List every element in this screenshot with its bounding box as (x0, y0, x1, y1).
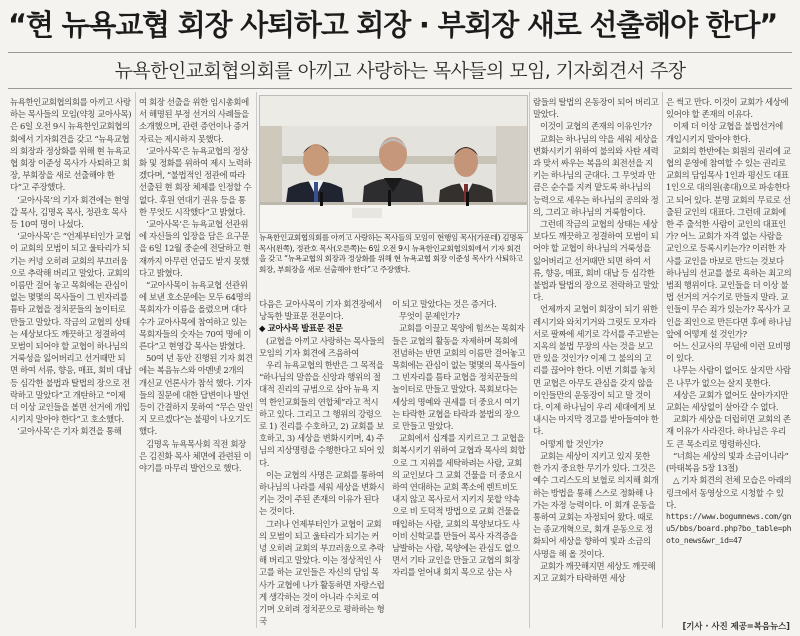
paragraph: 우리 뉴욕교협의 한반은 그 목적을 “하나님의 말씀을 신앙과 행위의 절대적 진리의 규범으로 삼아 뉴욕 지역 한인교회들의 연합체”라고 적시하고 있다. 그리고 그 행위의 강령으로 1) 진리를 수호하고, 2) 교회를 보호하고, 3) 세상을 변화시키며, 4) 주님의 지상명령을 수행한다고 되어 있다. (259, 360, 385, 468)
paragraph: ‘교아사목’은 뉴욕교협 선관위에 자신들의 입장을 담은 요구문을 6일 12월 중순에 전달하고 현재까지 아무런 언급도 받지 못했다고 밝혔다. (139, 219, 251, 278)
paragraph: 이것이 교협의 존재의 이유인가? (540, 121, 652, 132)
paragraph: 김명옥 뉴욕목사회 직전 회장은 김진화 목사 체면에 관련된 이야기를 마무리 발언으로 했다. (139, 438, 252, 474)
paragraph: ‘교아사목’의 기자 회견에는 현영갑 목사, 김명옥 목사, 정관호 목사 등 10여 명이 나섰다. (10, 194, 130, 230)
divider (8, 52, 792, 53)
paragraph: ‘교아사목’은 뉴욕교협의 정상화 및 정화를 위하여 제시 노력하겠다며, “불법적인 정관에 따라 선출된 현 회장 체제를 인정할 수 없다. 후원 연대기 권유 등을 통한 무엇도 시작했다”고 밝혔다. (139, 145, 252, 217)
paragraph: 세상은 교회가 없어도 살아가지만 교회는 세상없이 살아갈 수 없다. (666, 389, 789, 413)
paragraph: 여 회장 선출을 위한 임시총회에서 해명된 부정 선거의 사례들을 소개했으며, 관련 증언이나 증거 자료는 제시하지 못했다. (139, 97, 249, 144)
headline: “현 뉴욕교협 회장 사퇴하고 회장 · 부회장 새로 선출해야 한다” (8, 8, 778, 42)
paragraph: 교회를 이끌고 목양에 힘쓰는 목회자들은 교협의 활동을 자제하며 목회에 전념하는 반면 교회의 이름만 걸어놓고 목회에는 관심이 없는 몇몇의 목사들이 그 빈자리를 틈타 교협을 정치꾼들의 놀이터로 만들고 말았다. 목회보다는 세상의 명예와 권세를 더 중요시 여기는 타락한 교협을 타락과 불법의 장으로 만들고 말았다. (392, 323, 526, 432)
article-column-5 (533, 96, 659, 626)
paragraph: ‘교아사목’은 기자 회견을 통해 (17, 426, 122, 437)
paragraph: 이제 더 이상 교협을 불법선거에 개입시키지 말아야 한다. (666, 121, 783, 144)
divider (8, 88, 792, 89)
photo-caption: 뉴욕한인교회협의회를 아끼고 사랑하는 목사들의 모임이 현행임 목사(가운데) 김명옥 목사(왼쪽), 정관호 목사(오른쪽)는 6일 오전 9시 뉴욕한인교회협의회에서 기자 회견을 갖고 “뉴욕교협의 회장과 정상화를 위해 현 뉴욕교협 회장 이준성 목사가 사퇴하고 회장, 부회장을 새로 선출해야 한다”고 주장했다. (259, 233, 524, 274)
article-column-4 (392, 298, 526, 626)
paragraph: 나무는 사람이 없어도 살지만 사람은 나무가 없으는 살지 못한다. (666, 365, 791, 388)
paragraph: ‘교아사목’은 “언제부터인가 교협이 교회의 모범이 되고 울타리가 되기는 커녕 오히려 교회의 부끄러움으로 추락해 버리고 말았다. 교회의 이름만 걸어 놓고 목회에는 관심이 없는 몇몇의 목사들이 그 빈자리를 틈타 교협을 정치꾼들의 놀이터로 만들고 말았다. 작금의 교협의 상태는 세상보다도 깨끗하고 정결하여 모범이 되어야 할 교협이 하나님의 거룩성을 잃어버리고 선거때만 되면 하여 서류, 향응, 매표, 회비 대납 등 심각한 불법과 탈법의 장으로 전락하고 말았다”고 개탄하고 “이제 더 이상 교인들을 볼면 선거에 개입시키지 말아야 한다”고 호소했다. (10, 231, 132, 425)
paragraph: 언제까지 교협이 회장이 되기 위한 레시기와 와치기거와 그릿도 모자라 서로 팔짜에 세기로 각서를 주고받는 지옥의 불법 무장의 사는 것을 보고만 있을 것인가? 이제 그 불의의 고리를 끊어야 한다. 이번 기회를 놓치면 교협은 아무도 관심을 갖지 않을 이인들만의 운동장이 되고 말 것이다. 이제 하나님이 우리 세대에게 보내시는 마지막 경고를 받아들여야 한다. (533, 304, 659, 437)
article-column-6 (666, 96, 792, 616)
video-link[interactable]: https://www.bogumnews.com/gnu5/bbs/board.php?bo_table=photo_news&wr_id=47 (666, 511, 792, 546)
paragraph: 그런데 작금의 교협의 상태는 세상보다도 깨끗하고 정결하여 모범이 되어야 할 교협이 하나님의 거룩성을 잃어버리고 선거때만 되면 하여 서류, 향응, 매표, 회비 대납 등 심각한 불법과 탈법의 장으로 전락하고 말았다. (533, 219, 659, 303)
paragraph: 람들의 탈법의 온동장이 되어 버리고 말았다. (533, 97, 659, 120)
paragraph: 어떻게 할 것인가? (540, 438, 603, 449)
paragraph: 은 썩고 만다. 이것이 교회가 세상에 있어야 할 존재의 이유다. (666, 97, 789, 120)
column-divider (256, 92, 257, 628)
subheadline: 뉴욕한인교회협의회를 아끼고 사랑하는 목사들의 모임, 기자회견서 주장 (114, 60, 686, 82)
paragraph: 교회의 한반에는 회원의 권리에 교협의 운영에 참여할 수 있는 권리로 교회의 담임목사 1인과 평신도 대표 1인으로 대의원(총대)으로 파송한다고 되어 있다. 분명 교회의 무료로 선출된 교인의 대표다. 그런데 교회에 한 주 출석한 사람이 교인의 대표인가? 어느 교회가 자격 없는 사람을 교인으로 등록시키는가? 이러한 자사를 교인을 바보로 만드는 것보다 하나님의 선교를 불로 욕하는 최고의 범죄 행위이다. 교인들을 더 이상 불법 선거의 거수기로 만들지 말라. 교인들이 무슨 죄가 있는가? 목사가 교인을 죄인으로 만든다면 후에 하나님 앞에 어떻게 설 것인가? (666, 145, 792, 339)
paragraph: 교회에서 십계를 지키르고 그 교협을 회복시키기 위하여 교협과 목사의 회합으로 그 지위를 세탁하려는 사람, 교회의 교인보다 그 교회 건물을 더 중요시하여 연대하는 교회 쪽소에 렌트비도 내지 않고 목사로서 지키지 못할 약속으로 비 도덕적 방법으로 교회 건물을 매입하는 사람, 교회의 목양보다도 사이비 신학교를 만들어 목사 자격증을 남발하는 사람, 목양에는 관심도 없으면서 기타 교인을 만들고 교협의 회장 자리를 얻어내 회지 목으로 삼는 사 (392, 433, 526, 578)
paragraph: “교아사목이 뉴욕교협 선관위에 보낸 호소문에는 모두 64명의 목회자가 이름을 올렸으며 대다수가 교아사목에 참여하고 있는 목회자들의 숫자는 70여 명에 이른다”고 현영갑 목사는 밝혔다. (139, 280, 252, 352)
article-column-3 (259, 298, 385, 626)
paragraph: 이는 교협의 사명은 교회를 통하여 하나님의 나라를 세워 세상을 변화시키는 것이 주된 존재의 이유가 된다는 것이다. (259, 469, 385, 517)
paragraph: 교회는 세상이 지키고 있지 못한 한 가지 중요한 무기가 있다. 그것은 예수 그리스도의 보혈로 의지해 회개하는 방법을 통해 스스로 정화해 나가는 자정 능력이다. 이 회개 운동을 통하여 교회는 자정되어 왔다. 때로는 종교개혁으로, 회개 운동으로 정화되어 세상을 향하여 빛과 소금의 사명을 해 올 것이다. (533, 450, 659, 559)
article-column-2 (139, 96, 253, 626)
column-divider (662, 92, 663, 628)
photo-credit: [기사 · 사진 제공=복음뉴스] (678, 620, 790, 632)
paragraph: 교회가 세상을 더럽히면 교회의 존재 이유가 사라진다. 하나님은 우리도 큰 목소리로 명령하신다. (666, 414, 791, 449)
photo-illustration (260, 96, 527, 232)
paragraph: 그러나 언제부터인가 교협이 교회의 모범이 되고 울타리가 되기는 커녕 오히려 교회의 부끄러움으로 추락해 버리고 말았다. 이는 정상적인 사고를 하는 교인들은 자신의 담임 목사가 교협에 나가 활동하면 자랑스럽게 생각하는 것이 아니라 수치로 여기며 오히려 정치꾼으로 평하하는 형국 (259, 518, 385, 626)
paragraph: 이 되고 말았다는 것은 증거다. (392, 299, 497, 309)
paragraph: 교회가 깨끗해지면 세상도 깨끗해지고 교회가 타락하면 세상 (533, 560, 656, 583)
column-divider (529, 92, 530, 628)
section-heading: ◆ 교아사목 발표문 전문 (259, 323, 343, 334)
column-divider (135, 92, 136, 628)
paragraph: 다음은 교아사목이 기자 회견장에서 낭독한 발표문 전문이다. (259, 299, 383, 322)
paragraph: “너희는 세상의 빛과 소금이니라” (마태복음 5장 13절) (666, 450, 789, 474)
paragraph: 뉴욕한인교회협의회를 아끼고 사랑하는 목사들의 모임(약칭 교아사목)은 6일 오전 9시 뉴욕한인교회협의회에서 기자회견을 갖고 “뉴욕교협의 회장과 정상화를 위해 현 뉴욕교협 회장 이준성 목사가 사퇴하고 회장, 부회장을 새로 선출해야 한다”고 주장했다. (10, 97, 132, 193)
paragraph: 교회는 하나님의 약을 세워 세상을 변화시키기 위하여 불의와 사탄 세력과 맞서 싸우는 복음의 최전선을 지키는 하나님의 군대다. 그 무엇과 만큼은 순수를 지켜 맡도록 하나님의 능력으로 세우는 하나님의 공의와 정의, 그리고 하나님의 거룩함이다. (533, 133, 659, 217)
paragraph: △ 기자 회견의 전체 모습은 아래의 링크에서 동영상으로 시청할 수 있다. (666, 475, 792, 510)
article-column-1 (10, 96, 132, 626)
paragraph: 50여 년 동안 진행된 기자 회견에는 복음뉴스와 아멘넷 2개의 개신교 언론사가 참석 했다. 기자들의 질문에 대한 답변이나 발언 등이 간결하지 못하여 “무슨 말인지 모르겠다”는 불평이 나오기도 했다. (139, 353, 253, 437)
paragraph: 무엇이 문제인가? (399, 311, 460, 322)
paragraph: (교협을 아끼고 사랑하는 목사들의 모임의 기자 회견에 즈음하여 (259, 335, 385, 358)
paragraph: 어느 신교사의 무덤에 이런 묘비명이 있다. (666, 341, 791, 364)
press-conference-photo (259, 95, 528, 233)
